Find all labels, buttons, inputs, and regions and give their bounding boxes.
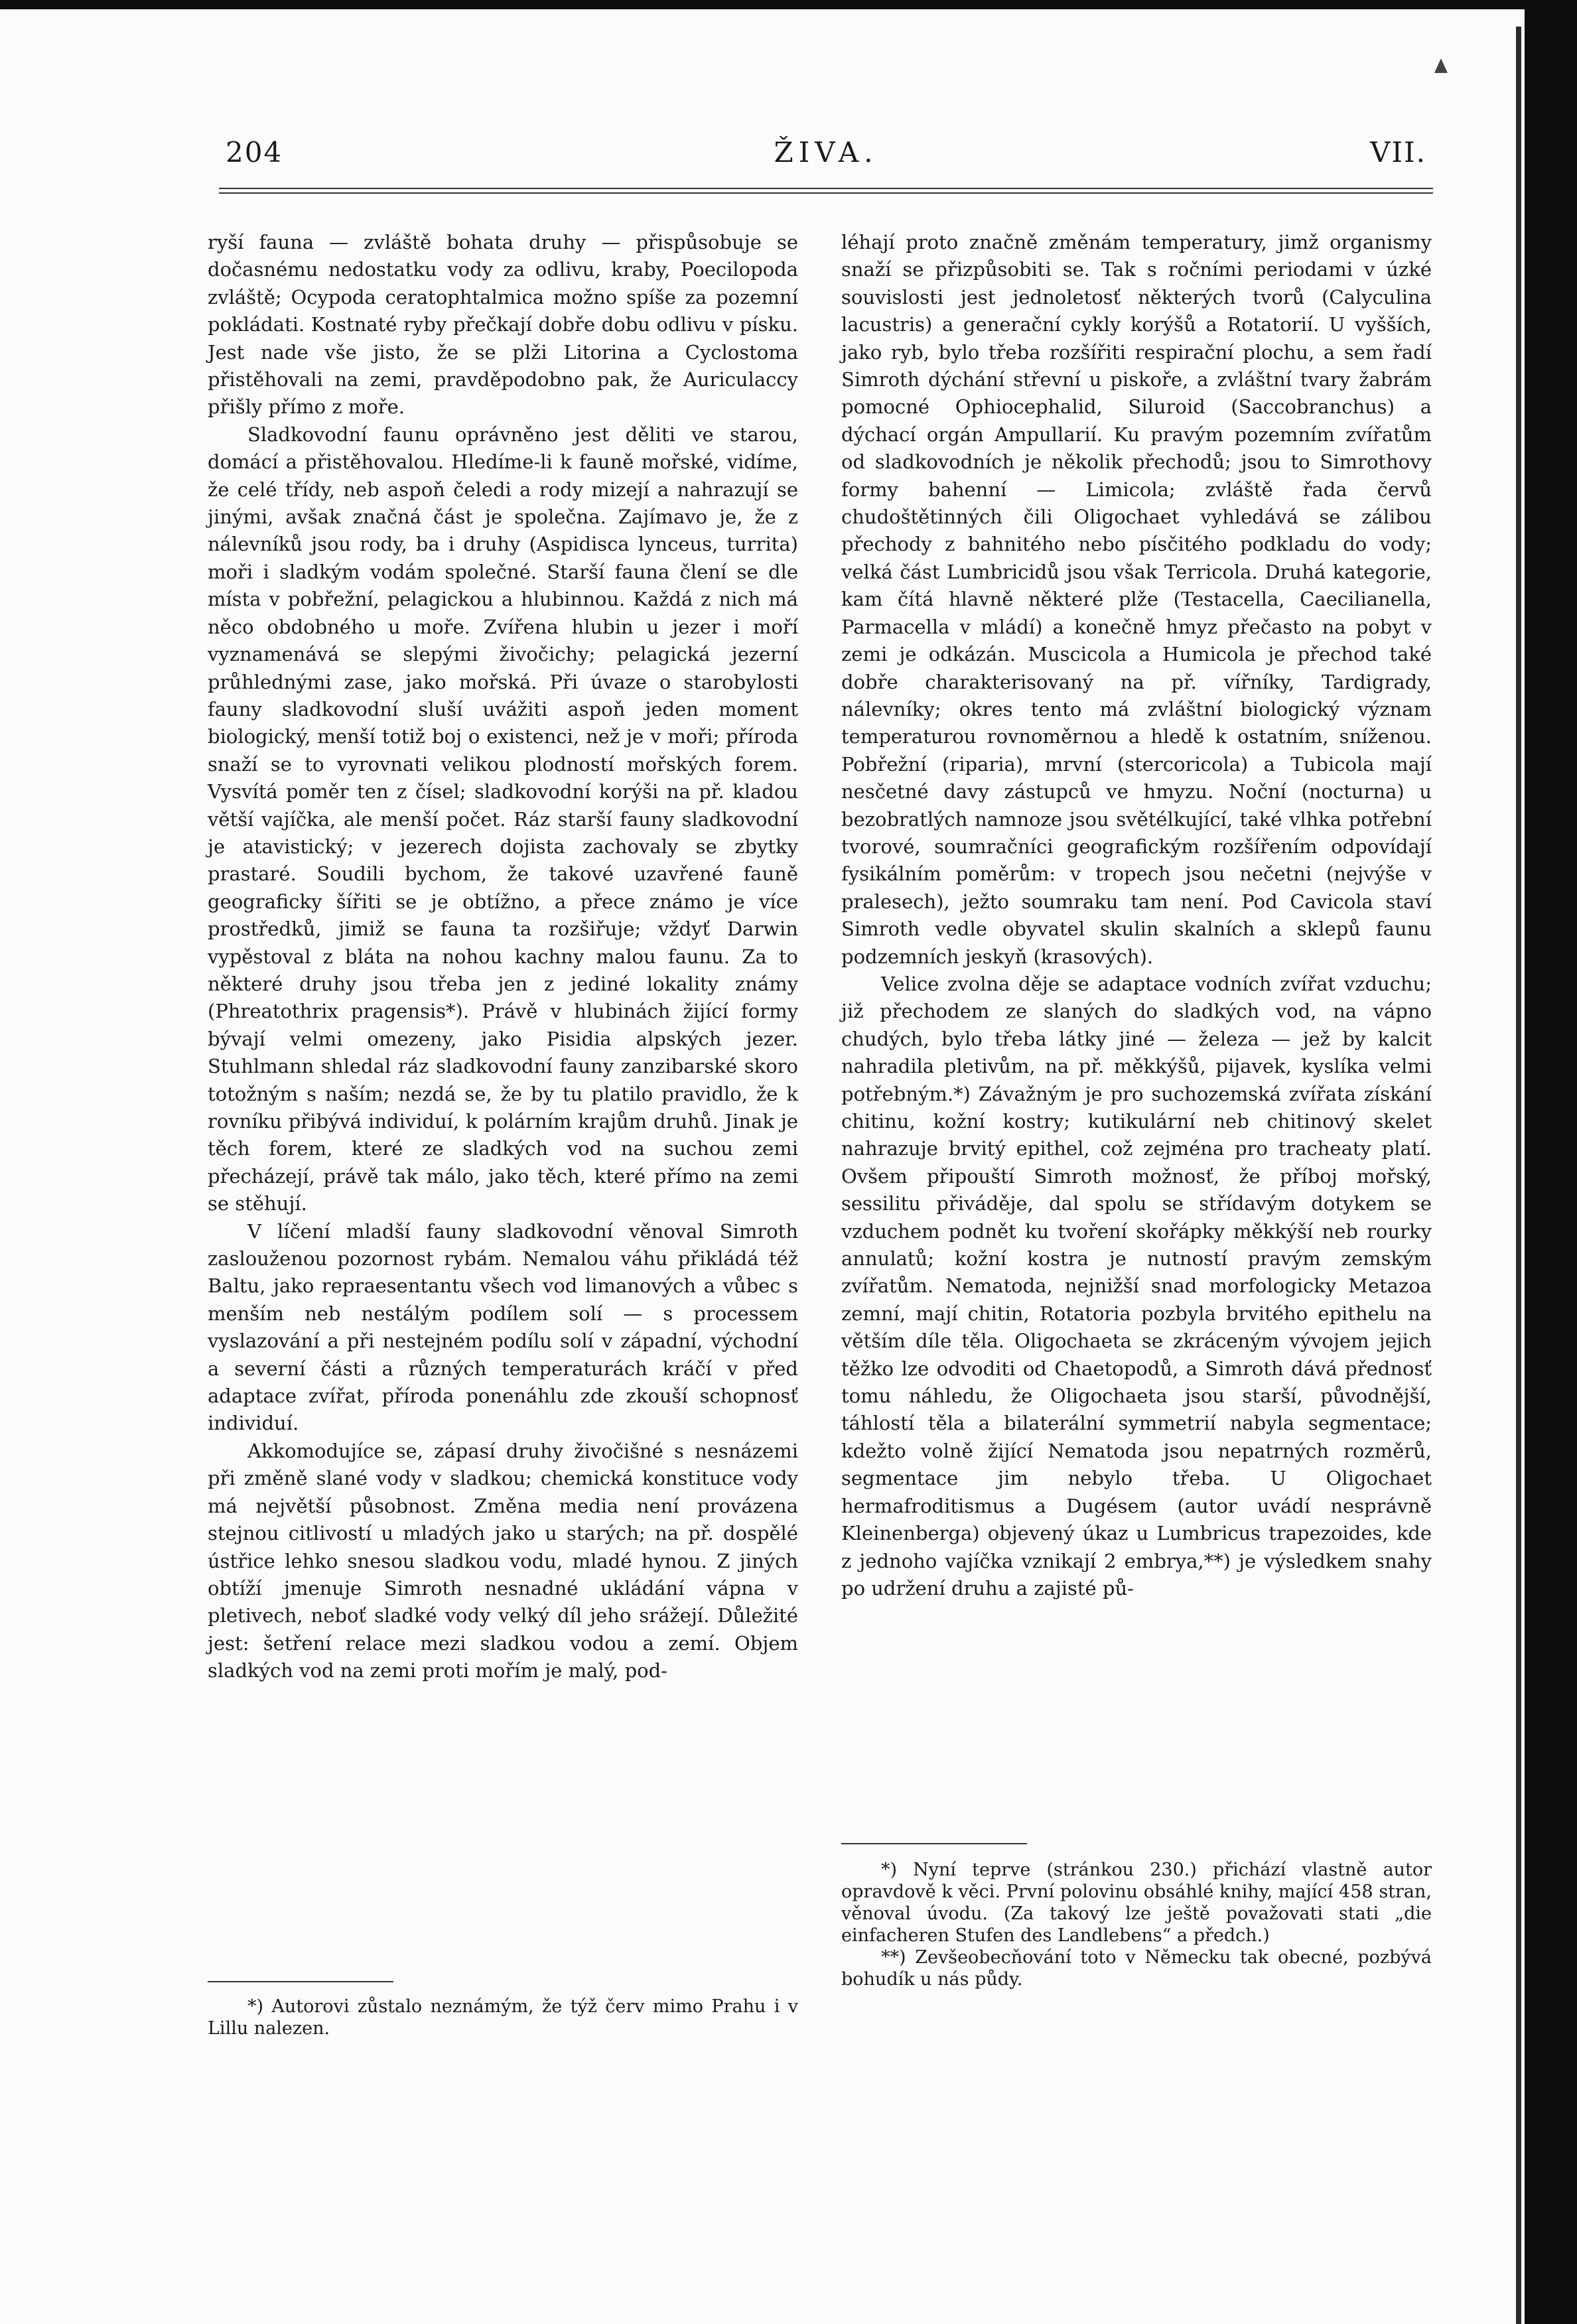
paragraph: léhají proto značně změnám temperatury, jimž organismy snaží se přizpůsobiti se. Tak s ročními periodami v úzké souvislosti jest jednoletosť některých tvorů (Calyculina lacustris) a generační cykly korýšů a Rotatorií. U vyšších, jako ryb, bylo třeba rozšířiti respirační plochu, a sem řadí Simroth dýchání střevní u piskoře, a zvláštní tvary žabrám pomocné Ophiocephalid, Siluroid (Saccobranchus) a dýchací orgán Ampullarií. Ku pravým pozemním zvířatům od sladkovodních je několik přechodů; jsou to Simrothovy formy bahenní — Limicola; zvláště řada červů chudoštětinných čili Oligochaet vyhledává se zálibou přechody z bahnitého nebo písčitého podkladu do vody; velká část Lumbricidů jsou však Terricola. Druhá kategorie, kam čítá hlavně některé plže (Testacella, Caecilianella, Parmacella v mládí) a konečně hmyz přečasto na pobyt v zemi je odkázán. Muscicola a Humicola je přechod také dobře charakterisovaný na př. vířníky, Tardigrady, nálevníky; okres tento má zvláštní biologický význam temperaturou rovnoměrnou a hledě k ostatním, sníženou. Pobřežní (riparia), mrvní (stercoricola) a Tubicola mají nesčetné davy zástupců ve hmyzu. Noční (nocturna) u bezobratlých namnoze jsou světélkující, také vlhka potřební tvorové, soumračníci geografickým rozšířením odpovídají fysikálním poměrům: v tropech jsou nečetni (nejvýše v pralesech), ježto soumraku tam není. Pod Cavicola staví Simroth vedle obyvatel skulin skalních a sklepů faunu podzemních jeskyň (krasových). bbox=[841, 231, 1432, 968]
page-number: 204 bbox=[226, 136, 283, 169]
scan-border-right bbox=[1525, 0, 1577, 2324]
footnote: *) Autorovi zůstalo neznámým, že týž červ mimo Prahu i v Lillu nalezen. bbox=[208, 1996, 798, 2039]
footnote-rule bbox=[841, 1843, 1027, 1844]
left-column bbox=[208, 229, 798, 1685]
footnotes-left bbox=[208, 1996, 798, 2039]
footnotes-right bbox=[841, 1859, 1432, 1990]
paragraph: Akkomodujíce se, zápasí druhy živočišné s nesnázemi při změně slané vody v sladkou; chemická konstituce vody má největší působnost. Změna media není provázena stejnou citlivostí u mladých jako u starých; na př. dospělé ústřice lehko snesou sladkou vodu, mladé hynou. Z jiných obtíží jmenuje Simroth nesnadné ukládání vápna v pletivech, neboť sladké vody velký díl jeho srážejí. Důležité jest: šetření relace mezi sladkou vodou a zemí. Objem sladkých vod na zemi proti mořím je malý, pod- bbox=[208, 1439, 798, 1682]
right-column bbox=[841, 229, 1432, 1602]
paragraph: Sladkovodní faunu oprávněno jest děliti ve starou, domácí a přistěhovalou. Hledíme-li k fauně mořské, vidíme, že celé třídy, neb aspoň čeledi a rody mizejí a nahrazují se jinými, avšak značná část je společna. Zajímavo je, že z nálevníků jsou rody, ba i druhy (Aspidisca lynceus, turrita) moři i sladkým vodám společné. Starší fauna člení se dle místa v pobřežní, pelagickou a hlubinnou. Každá z nich má něco obdobného u moře. Zvířena hlubin u jezer i moří vyznamenává se slepými živočichy; pelagická jezerní průhlednými zase, jako mořská. Při úvaze o starobylosti fauny sladkovodní sluší uvážiti aspoň jeden moment biologický, menší totiž boj o existenci, než je v moři; příroda snaží se to vyrovnati velikou plodností mořských forem. Vysvítá poměr ten z čísel; sladkovodní korýši na př. kladou větší vajíčka, ale menší počet. Ráz starší fauny sladkovodní je atavistický; v jezerech dojista zachovaly se zbytky prastaré. Soudili bychom, že takové uzavřené fauně geograficky šířiti se je obtížno, a přece známo je více prostředků, jimiž se fauna ta rozšiřuje; vždyť Darwin vypěstoval z bláta na nohou kachny malou faunu. Za to některé druhy jsou třeba jen z jediné lokality známy (Phreatothrix pragensis*). Právě v hlubinách žijící formy bývají velmi omezeny, jako Pisidia alpských jezer. Stuhlmann shledal ráz sladkovodní fauny zanzibarské skoro totožným s naším; nezdá se, že by tu platilo pravidlo, že k rovníku přibývá individuí, k polárním krajům druhů. Jinak je těch forem, které ze sladkých vod na suchou zemi přecházejí, právě tak málo, jako těch, které přímo na zemi se stěhují. bbox=[208, 423, 798, 1215]
volume-number: VII. bbox=[1370, 136, 1426, 169]
journal-title: ŽIVA. bbox=[774, 136, 878, 169]
scan-mark-icon bbox=[1434, 58, 1448, 73]
footnote: **) Zevšeobecňování toto v Německu tak obecné, pozbývá bohudík u nás půdy. bbox=[841, 1947, 1432, 1990]
page-header bbox=[226, 136, 1426, 176]
scan-border-top bbox=[0, 0, 1577, 9]
header-rule bbox=[219, 188, 1433, 189]
header-rule bbox=[219, 192, 1433, 194]
footnote: *) Nyní teprve (stránkou 230.) přichází vlastně autor opravdově k věci. První polovinu obsáhlé knihy, mající 458 stran, věnoval úvodu. (Za takový lze ještě považovati stati „die einfacheren Stufen des Landlebens“ a předch.) bbox=[841, 1860, 1432, 1946]
scan-border-shadow bbox=[1516, 27, 1521, 2324]
paragraph: V líčení mladší fauny sladkovodní věnoval Simroth zaslouženou pozornost rybám. Nemalou váhu přikládá též Baltu, jako repraesentantu všech vod limanových a vůbec s menším neb nestálým podílem solí — s processem vyslazování a při nestejném podílu solí v západní, východní a severní části a různých temperaturách kráčí v před adaptace zvířat, příroda ponenáhlu zde zkouší schopnosť individuí. bbox=[208, 1219, 798, 1435]
paragraph: Velice zvolna děje se adaptace vodních zvířat vzduchu; již přechodem ze slaných do sladkých vod, na vápno chudých, bylo třeba látky jiné — železa — jež by kalcit nahradila pletivům, na př. měkkýšů, pijavek, kyslíka velmi potřebným.*) Závažným je pro suchozemská zvířata získání chitinu, kožní kostry; kutikulární neb chitinový skelet nahrazuje brvitý epithel, což zejména pro tracheaty platí. Ovšem připouští Simroth možnosť, že příboj mořský, sessilitu přiváděje, dal spolu se střídavým dotykem se vzduchem podnět ku tvoření skořápky měkkýší neb rourky annulatů; kožní kostra je nutností pravým zemským zvířatům. Nematoda, nejnižší snad morfologicky Metazoa zemní, mají chitin, Rotatoria pozbyla brvitého epithelu na větším díle těla. Oligochaeta se zkráceným vývojem jejich těžko lze odvoditi od Chaetopodů, a Simroth dává přednosť tomu náhledu, že Oligochaeta jsou starší, původnější, táhlostí těla a bilaterální symmetrií nabyla segmentace; kdežto volně žijící Nematoda jsou nepatrných rozměrů, segmentace jim nebylo třeba. U Oligochaet hermafroditismus a Dugésem (autor uvádí nesprávně Kleinenberga) objevený úkaz u Lumbricus trapezoides, kde z jednoho vajíčka vznikají 2 embrya,**) je výsledkem snahy po udržení druhu a zajisté pů- bbox=[841, 972, 1432, 1600]
footnote-rule bbox=[208, 1981, 393, 1982]
paragraph: ryší fauna — zvláště bohata druhy — přispůsobuje se dočasnému nedostatku vody za odlivu, kraby, Poecilopoda zvláště; Ocypoda ceratophtalmica možno spíše za pozemní pokládati. Kostnaté ryby přečkají dobře dobu odlivu v písku. Jest nade vše jisto, že se plži Litorina a Cyclostoma přistěhovali na zemi, pravděpodobno pak, že Auriculaccy přišly přímo z moře. bbox=[208, 231, 798, 419]
